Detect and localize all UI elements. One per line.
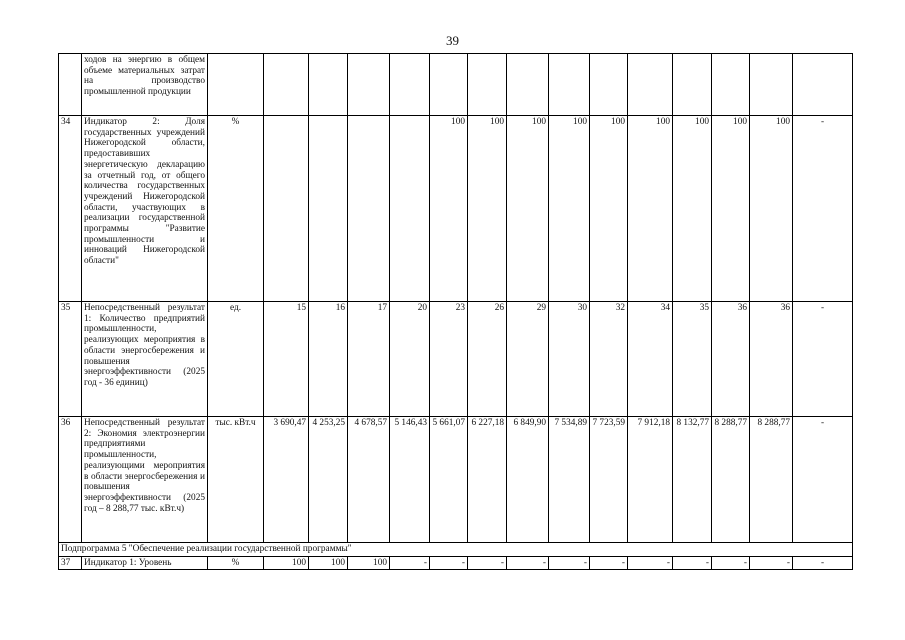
value-cell: 100: [549, 116, 590, 302]
value-cell: [673, 54, 712, 116]
value-cell: [712, 54, 750, 116]
value-cell: 3 690,47: [264, 417, 309, 543]
unit-cell: [208, 54, 264, 116]
value-cell: 26: [468, 302, 507, 417]
value-cell: [264, 116, 309, 302]
value-cell: 5 146,43: [390, 417, 430, 543]
indicator-description: Индикатор 1: Уровень: [82, 556, 208, 570]
value-cell: 32: [590, 302, 628, 417]
value-cell: 100: [673, 116, 712, 302]
value-cell: 7 912,18: [628, 417, 673, 543]
indicator-description: ходов на энергию в общем объеме материальных затрат на производство промышленной продукции: [82, 54, 208, 116]
row-number: 34: [59, 116, 82, 302]
value-cell: [309, 116, 348, 302]
value-cell: 8 288,77: [750, 417, 793, 543]
value-cell: [507, 54, 549, 116]
row-number: 35: [59, 302, 82, 417]
value-cell: 36: [750, 302, 793, 417]
value-cell: -: [468, 556, 507, 570]
value-cell: 100: [590, 116, 628, 302]
value-cell: [430, 54, 468, 116]
value-cell: 6 227,18: [468, 417, 507, 543]
row-number: 37: [59, 556, 82, 570]
value-cell: 34: [628, 302, 673, 417]
value-cell: -: [628, 556, 673, 570]
value-cell: [549, 54, 590, 116]
value-cell: 6 849,90: [507, 417, 549, 543]
value-cell: 8 288,77: [712, 417, 750, 543]
value-cell: 4 253,25: [309, 417, 348, 543]
value-cell: 7 723,59: [590, 417, 628, 543]
value-cell: [264, 54, 309, 116]
table-row: [59, 302, 853, 417]
value-cell: -: [750, 556, 793, 570]
value-cell: 100: [348, 556, 390, 570]
final-cell: -: [793, 417, 853, 543]
unit-cell: ед.: [208, 302, 264, 417]
value-cell: 16: [309, 302, 348, 417]
value-cell: 36: [712, 302, 750, 417]
indicator-description: Непосредственный результат 1: Количество предприятий промышленности, реализующих мероприятия в области энергосбережения и повышения энергоэффективности (2025 год - 36 единиц): [82, 302, 208, 417]
value-cell: 100: [309, 556, 348, 570]
value-cell: 17: [348, 302, 390, 417]
value-cell: 100: [430, 116, 468, 302]
value-cell: [309, 54, 348, 116]
page-number: 39: [446, 33, 459, 48]
value-cell: 35: [673, 302, 712, 417]
value-cell: 100: [712, 116, 750, 302]
value-cell: 29: [507, 302, 549, 417]
value-cell: 100: [628, 116, 673, 302]
final-cell: -: [793, 116, 853, 302]
value-cell: 100: [264, 556, 309, 570]
value-cell: -: [590, 556, 628, 570]
final-cell: -: [793, 556, 853, 570]
value-cell: -: [673, 556, 712, 570]
value-cell: -: [712, 556, 750, 570]
value-cell: -: [430, 556, 468, 570]
value-cell: [348, 54, 390, 116]
row-number: [59, 54, 82, 116]
value-cell: -: [390, 556, 430, 570]
value-cell: 100: [750, 116, 793, 302]
subprogram-title: Подпрограмма 5 "Обеспечение реализации государственной программы": [59, 543, 853, 557]
value-cell: [348, 116, 390, 302]
value-cell: 7 534,89: [549, 417, 590, 543]
value-cell: [590, 54, 628, 116]
unit-cell: %: [208, 556, 264, 570]
value-cell: 4 678,57: [348, 417, 390, 543]
unit-cell: %: [208, 116, 264, 302]
value-cell: [390, 116, 430, 302]
value-cell: 23: [430, 302, 468, 417]
value-cell: 100: [468, 116, 507, 302]
row-number: 36: [59, 417, 82, 543]
value-cell: 15: [264, 302, 309, 417]
subprogram-row: [59, 543, 853, 557]
value-cell: [628, 54, 673, 116]
value-cell: [750, 54, 793, 116]
table-row: [59, 54, 853, 116]
value-cell: -: [549, 556, 590, 570]
table-row: [59, 556, 853, 570]
indicator-description: Непосредственный результат 2: Экономия электроэнергии предприятиями промышленности, реализующими мероприятия в области энергосбережения и повышения энергоэффективности (2025 год – 8 288,77 тыс. кВт.ч): [82, 417, 208, 543]
indicator-table: [58, 53, 853, 570]
value-cell: [468, 54, 507, 116]
value-cell: [390, 54, 430, 116]
final-cell: [793, 54, 853, 116]
unit-cell: тыс. кВт.ч: [208, 417, 264, 543]
value-cell: 8 132,77: [673, 417, 712, 543]
indicator-description: Индикатор 2: Доля государственных учреждений Нижегородской области, предоставивших энергетическую декларацию за отчетный год, от общего количества государственных учреждений Нижегородской области, участвующих в реализации государственной программы "Развитие промышленности и инноваций Нижегородской области": [82, 116, 208, 302]
value-cell: 30: [549, 302, 590, 417]
value-cell: 100: [507, 116, 549, 302]
final-cell: -: [793, 302, 853, 417]
table-row: [59, 116, 853, 302]
value-cell: -: [507, 556, 549, 570]
value-cell: 20: [390, 302, 430, 417]
value-cell: 5 661,07: [430, 417, 468, 543]
table-row: [59, 417, 853, 543]
